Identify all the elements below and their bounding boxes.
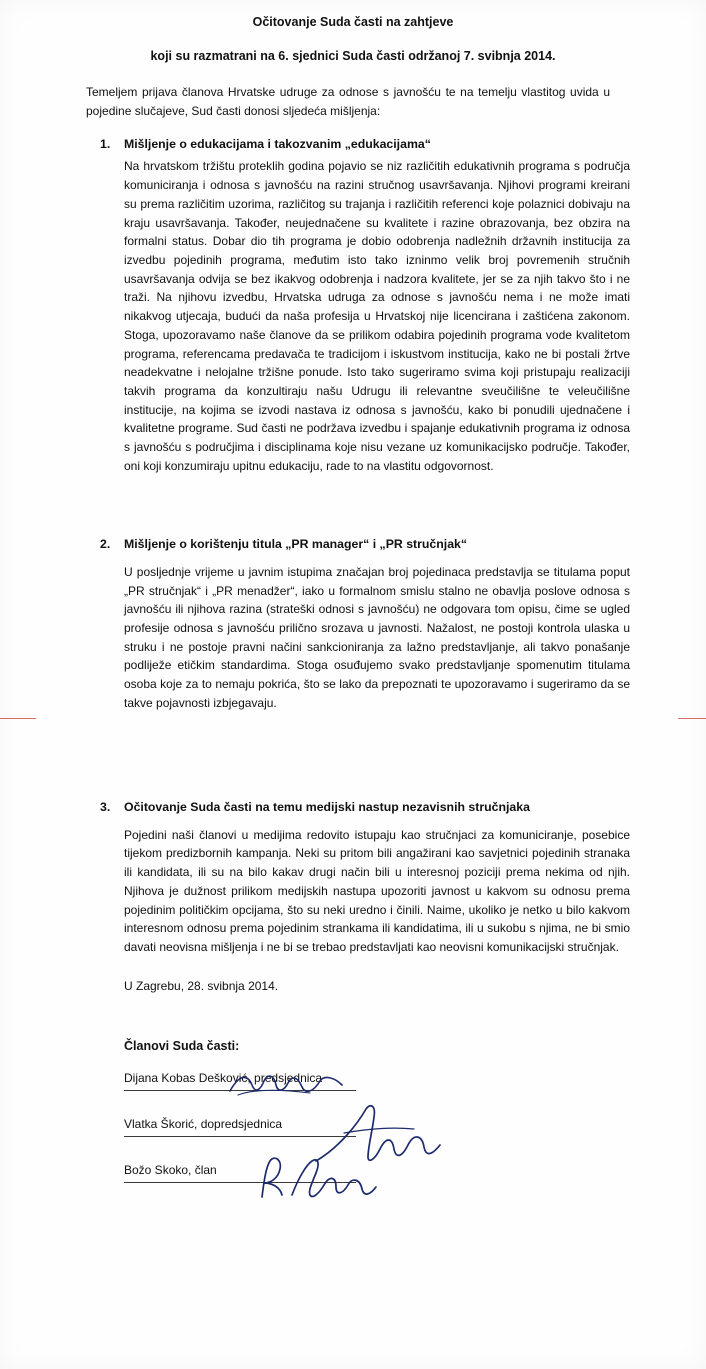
item-3-title: Očitovanje Suda časti na temu medijski nastup nezavisnih stručnjaka [124,799,530,814]
signatory-name: Božo Skoko, član [124,1162,217,1177]
members-heading: Članovi Suda časti: [124,1038,240,1053]
item-1-number: 1. [100,137,111,152]
item-2-title: Mišljenje o korištenju titula „PR manager“ i „PR stručnjak“ [124,536,468,551]
item-1-body: Na hrvatskom tržištu proteklih godina pojavio se niz različitih edukativnih programa s područja komuniciranja i odnosa s javnošću na razini stručnog usavršavanja. Njihovi programi kreirani su prema različitim uzorima, različitog su trajanja i različitih referenci koje polaznici dobivaju na kraju usavršavanja. Također, neujednačene su kvalitete i razine obrazovanja, bez obzira na formalni status. Dobar dio tih programa je dobio odobrenja nadležnih državnih institucija za izvedbu pojedinih programa, međutim isto tako izninmo velik broj povremenih stručnih usavršavanja odvija se bez ikakvog odobrenja i nadzora kvalitete, jer se za njih takvo što i ne traži. Na njihovu izvedbu, Hrvatska udruga za odnose s javnošću nema i ne može imati nikakvog utjecaja, budući da naša profesija u Hrvatskoj nije licencirana i zaštićena zakonom. Stoga, upozoravamo naše članove da se prilikom odabira pojedinih programa vode kvalitetom programa, referencama predavača te tradicijom i iskustvom institucija, kako ne bi postali žrtve neadekvatne i nelojalne tržišne ponude. Isto tako sugeriramo svima koji pristupaju realizaciji takvih programa da konzultiraju našu Udrugu ili relevantne sveučilišne te veleučilišne institucije, na kojima se izvodi nastava iz odnosa s javnošću, kako bi ponudili ujednačene i kvalitetne programe. Sud časti ne podržava izvedbu i spajanje edukativnih programa iz odnosa s javnošću s područjima i disciplinama koje nisu vezane uz komunikacijsko područje. Također, oni koji konzumiraju upitnu edukaciju, rade to na vlastitu odgovornost. [124,159,630,473]
item-3-body: Pojedini naši članovi u medijima redovito istupaju kao stručnjaci za komuniciranje, posebice tijekom predizbornih kampanja. Neki su pritom bili angažirani kao savjetnici pojedinih stranaka ili kandidata, ili su na bilo kakav drugi način bili u interesnoj poziciji prema nekima od njih. Njihova je dužnost prilikom medijskih nastupa upozoriti javnost u kakvom su odnosu prema pojedinim političkim opcijama, što su neki uredno i činili. Naime, ukoliko je netko u bilo kakvom interesnom odnosu prema pojedinim strankama ili kandidatima, ili u sukobu s njima, ne bi smio davati neovisna mišljenja i ne bi se trebao predstavljati kao neovisni komunikacijski stručnjak. [124,827,630,955]
place-and-date: U Zagrebu, 28. svibnja 2014. [124,978,279,993]
signatory-name: Vlatka Škorić, dopredsjednica [124,1116,283,1131]
document-item-3 [0,799,706,957]
scan-artifact-left [0,718,36,719]
signature-row [124,1163,584,1209]
document-item-1 [0,136,706,475]
spacer-after-item-2-extra [0,757,706,783]
document-heading-line-1: Očitovanje Suda časti na zahtjeve [252,15,454,29]
signature-row [124,1071,584,1117]
signature-line [124,1182,356,1183]
scan-artifact-right [678,718,706,719]
item-3-number: 3. [100,799,111,814]
item-2-heading [100,536,646,553]
signatory-name: Dijana Kobas Dešković, predsjednica [124,1070,323,1085]
signature-row [124,1117,584,1163]
spacer-after-item-2 [0,713,706,757]
document-item-2 [0,536,706,713]
spacer-after-item-1 [0,476,706,520]
signature-block [124,1071,584,1209]
document-heading-line-2: koji su razmatrani na 6. sjednici Suda časti održanoj 7. svibnja 2014. [150,48,556,63]
item-1-title: Mišljenje o edukacijama i takozvanim „edukacijama“ [124,137,431,152]
signature-line [124,1136,356,1137]
item-1-heading [100,136,646,153]
item-2-number: 2. [100,536,111,551]
signature-line [124,1090,356,1091]
item-3-heading [100,799,646,816]
document-intro-paragraph: Temeljem prijava članova Hrvatske udruge za odnose s javnošću te na temelju vlastitog uvida u pojedine slučajeve, Sud časti donosi sljedeća mišljenja: [86,85,610,118]
item-2-body: U posljednje vrijeme u javnim istupima značajan broj pojedinaca predstavlja se titulama poput „PR stručnjak“ i „PR menadžer“, iako u formalnom smislu stalno ne obavlja poslove odnosa s javnošću ili njihova razina (strateški odnosi s javnošću) ne odgovara tom opisu, čime se ugled profesije odnosa s javnošću prilično srozava u javnosti. Nažalost, ne postoji kontrola ulaska u struku i ne postoje pravni načini sankcioniranja za lažno predstavljanje, ali takvo ponašanje podliježe etičkim standardima. Stoga osuđujemo svako predstavljanje spomenutim titulama osoba koje za to nemaju pokrića, što se lako da prepoznati te upozoravamo i sugeriramo da se takve pojavnosti izbjegavaju. [124,564,630,710]
